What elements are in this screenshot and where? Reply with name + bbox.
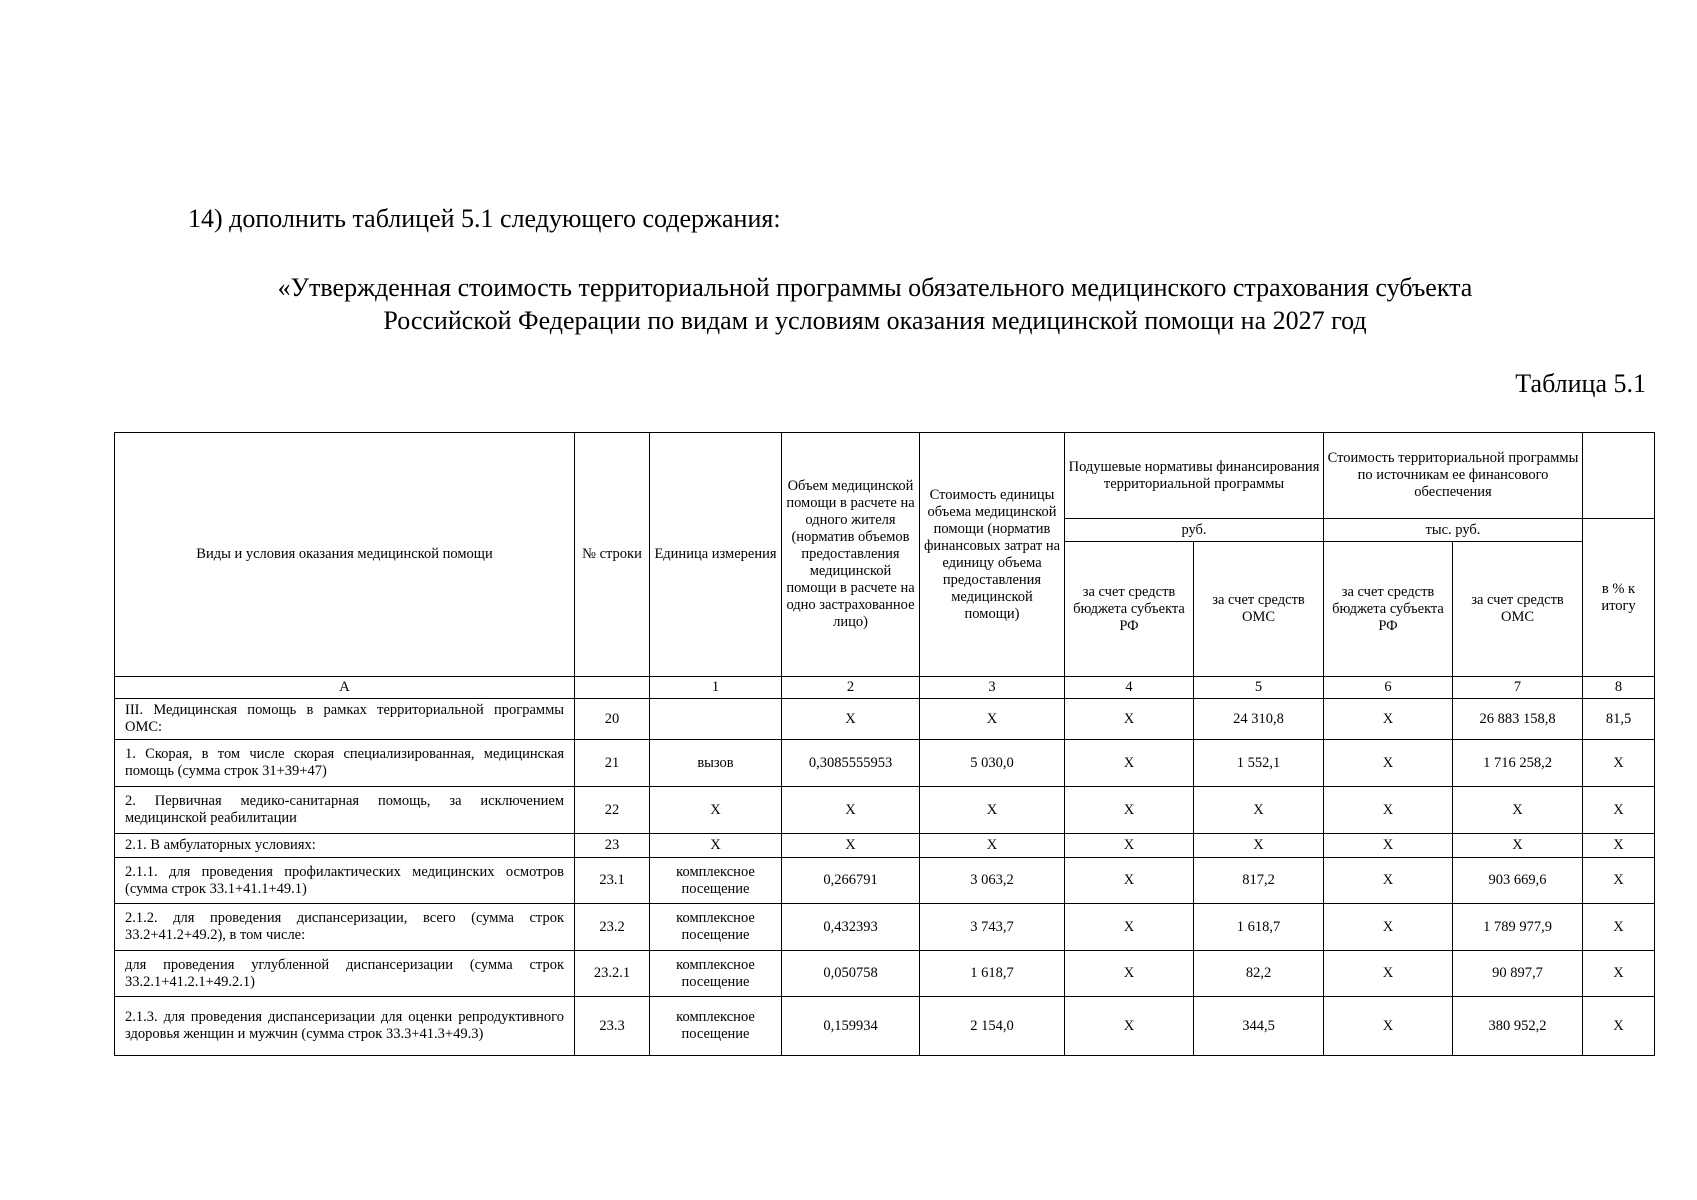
row-cost-budget: X [1324,834,1453,858]
table-row [115,787,1655,834]
row-pc-oms: 344,5 [1194,997,1324,1056]
document-title-line-1: «Утвержденная стоимость территориальной программы обязательного медицинского страхования субъекта [277,273,1473,302]
row-number: 22 [575,787,650,834]
row-number: 23.3 [575,997,650,1056]
row-cost-oms: X [1453,834,1583,858]
column-number: 8 [1583,677,1655,699]
row-percent: X [1583,997,1655,1056]
row-number: 23.2 [575,904,650,951]
row-pc-oms: 82,2 [1194,951,1324,997]
table-row [115,997,1655,1056]
row-percent: X [1583,834,1655,858]
row-pc-oms: 1 552,1 [1194,740,1324,787]
table-label: Таблица 5.1 [1515,369,1646,398]
header-cost-oms: за счет средств ОМС [1453,542,1583,677]
header-unit-thousand-rub: тыс. руб. [1324,519,1583,542]
row-pc-budget: X [1065,951,1194,997]
row-volume: 0,159934 [782,997,920,1056]
row-unit: комплексное посещение [650,951,782,997]
row-unit: комплексное посещение [650,904,782,951]
header-col-percent: в % к итогу [1583,519,1655,677]
table-row [115,740,1655,787]
column-number: 6 [1324,677,1453,699]
intro-text: 14) дополнить таблицей 5.1 следующего содержания: [188,204,781,233]
row-cost-budget: X [1324,787,1453,834]
row-unit-cost: X [920,834,1065,858]
row-number: 23.2.1 [575,951,650,997]
cost-table [114,432,1655,1056]
row-unit: комплексное посещение [650,997,782,1056]
row-name: 2.1. В амбулаторных условиях: [115,834,575,858]
row-percent: X [1583,904,1655,951]
column-number [575,677,650,699]
header-col-unit: Единица измерения [650,433,782,677]
row-pc-budget: X [1065,997,1194,1056]
row-pc-budget: X [1065,834,1194,858]
row-volume: 0,266791 [782,858,920,904]
header-pc-budget: за счет средств бюджета субъекта РФ [1065,542,1194,677]
table-row [115,904,1655,951]
row-pc-budget: X [1065,787,1194,834]
column-number: А [115,677,575,699]
row-pc-budget: X [1065,858,1194,904]
column-number-row [115,677,1655,699]
header-cost-budget: за счет средств бюджета субъекта РФ [1324,542,1453,677]
row-unit-cost: 3 063,2 [920,858,1065,904]
row-unit-cost: X [920,699,1065,740]
row-cost-oms: 1 716 258,2 [1453,740,1583,787]
row-unit-cost: 2 154,0 [920,997,1065,1056]
row-name: 1. Скорая, в том числе скорая специализированная, медицинская помощь (сумма строк 31+39+47) [115,740,575,787]
row-name: 2.1.1. для проведения профилактических медицинских осмотров (сумма строк 33.1+41.1+49.1) [115,858,575,904]
row-cost-oms: 1 789 977,9 [1453,904,1583,951]
row-unit: вызов [650,740,782,787]
row-name: для проведения углубленной диспансеризации (сумма строк 33.2.1+41.2.1+49.2.1) [115,951,575,997]
row-cost-budget: X [1324,997,1453,1056]
row-unit: комплексное посещение [650,858,782,904]
row-cost-budget: X [1324,740,1453,787]
row-volume: 0,432393 [782,904,920,951]
row-number: 20 [575,699,650,740]
table-row [115,699,1655,740]
row-unit: X [650,787,782,834]
row-volume: 0,3085555953 [782,740,920,787]
header-col-a: Виды и условия оказания медицинской помощи [115,433,575,677]
row-pc-oms: X [1194,834,1324,858]
header-col-volume: Объем медицинской помощи в расчете на одного жителя (норматив объемов предоставления медицинской помощи в расчете на одно застрахованное лицо) [782,433,920,677]
column-number: 1 [650,677,782,699]
row-cost-oms: 903 669,6 [1453,858,1583,904]
row-unit-cost: 5 030,0 [920,740,1065,787]
header-spacer [1583,433,1655,519]
row-cost-oms: 380 952,2 [1453,997,1583,1056]
row-percent: X [1583,858,1655,904]
row-volume: X [782,787,920,834]
row-name: 2. Первичная медико-санитарная помощь, за исключением медицинской реабилитации [115,787,575,834]
row-cost-oms: X [1453,787,1583,834]
row-pc-oms: 24 310,8 [1194,699,1324,740]
table-row [115,951,1655,997]
row-name: 2.1.3. для проведения диспансеризации для оценки репродуктивного здоровья женщин и мужчин (сумма строк 33.3+41.3+49.3) [115,997,575,1056]
row-cost-budget: X [1324,904,1453,951]
row-pc-oms: X [1194,787,1324,834]
header-col-unit-cost: Стоимость единицы объема медицинской помощи (норматив финансовых затрат на единицу объема предоставления медицинской помощи) [920,433,1065,677]
row-unit [650,699,782,740]
row-unit: X [650,834,782,858]
row-unit-cost: X [920,787,1065,834]
row-number: 21 [575,740,650,787]
row-cost-budget: X [1324,951,1453,997]
row-pc-budget: X [1065,740,1194,787]
table-row [115,834,1655,858]
row-unit-cost: 1 618,7 [920,951,1065,997]
header-unit-rub: руб. [1065,519,1324,542]
row-number: 23.1 [575,858,650,904]
table-row [115,858,1655,904]
document-title-line-2: Российской Федерации по видам и условиям оказания медицинской помощи на 2027 год [383,306,1367,335]
row-percent: X [1583,787,1655,834]
row-pc-budget: X [1065,904,1194,951]
row-pc-oms: 817,2 [1194,858,1324,904]
row-volume: 0,050758 [782,951,920,997]
row-percent: X [1583,740,1655,787]
row-volume: X [782,699,920,740]
row-name: 2.1.2. для проведения диспансеризации, всего (сумма строк 33.2+41.2+49.2), в том числе: [115,904,575,951]
header-group-per-capita: Подушевые нормативы финансирования территориальной программы [1065,433,1324,519]
column-number: 5 [1194,677,1324,699]
row-cost-budget: X [1324,858,1453,904]
row-percent: X [1583,951,1655,997]
column-number: 7 [1453,677,1583,699]
header-group-program-cost: Стоимость территориальной программы по источникам ее финансового обеспечения [1324,433,1583,519]
row-volume: X [782,834,920,858]
header-col-row-number: № строки [575,433,650,677]
row-cost-oms: 26 883 158,8 [1453,699,1583,740]
row-cost-budget: X [1324,699,1453,740]
row-name: III. Медицинская помощь в рамках территориальной программы ОМС: [115,699,575,740]
column-number: 3 [920,677,1065,699]
column-number: 4 [1065,677,1194,699]
row-pc-budget: X [1065,699,1194,740]
row-unit-cost: 3 743,7 [920,904,1065,951]
row-number: 23 [575,834,650,858]
row-percent: 81,5 [1583,699,1655,740]
row-pc-oms: 1 618,7 [1194,904,1324,951]
header-pc-oms: за счет средств ОМС [1194,542,1324,677]
column-number: 2 [782,677,920,699]
row-cost-oms: 90 897,7 [1453,951,1583,997]
